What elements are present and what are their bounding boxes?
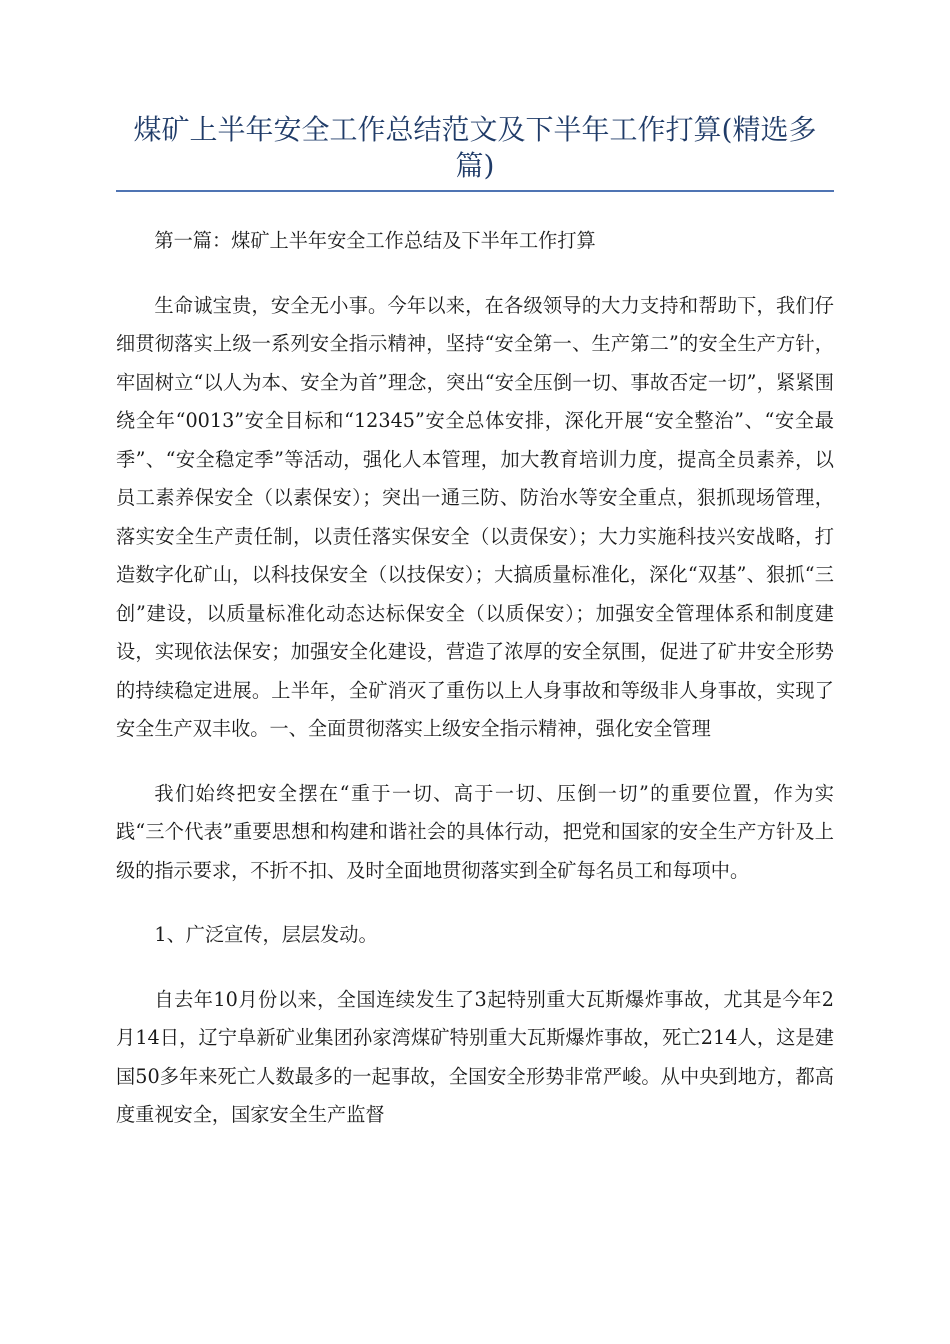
- paragraph-3: 我们始终把安全摆在“重于一切、高于一切、压倒一切”的重要位置，作为实践“三个代表”重要思想和构建和谐社会的具体行动，把党和国家的安全生产方针及上级的指示要求，不折不扣、及时全面地贯彻落实到全矿每名员工和每项中。: [116, 781, 834, 882]
- paragraph-5: 自去年10月份以来，全国连续发生了3起特别重大瓦斯爆炸事故，尤其是今年2月14日，辽宁阜新矿业集团孙家湾煤矿特别重大瓦斯爆炸事故，死亡214人，这是建国50多年来死亡人数最多的一起事故，全国安全形势非常严峻。从中央到地方，都高度重视安全，国家安全生产监督: [116, 987, 834, 1126]
- paragraph-4: 1、广泛宣传，层层发动。: [154, 923, 378, 946]
- document-title: 煤矿上半年安全工作总结范文及下半年工作打算(精选多篇): [116, 112, 834, 192]
- document-body: [116, 222, 834, 1135]
- document-page: [116, 112, 834, 1161]
- paragraph-1: 第一篇：煤矿上半年安全工作总结及下半年工作打算: [154, 229, 596, 252]
- paragraph-2: 生命诚宝贵，安全无小事。今年以来，在各级领导的大力支持和帮助下，我们仔细贯彻落实上级一系列安全指示精神，坚持“安全第一、生产第二”的安全生产方针，牢固树立“以人为本、安全为首”理念，突出“安全压倒一切、事故否定一切”，紧紧围绕全年“0013”安全目标和“12345”安全总体安排，深化开展“安全整治”、“安全最季”、“安全稳定季”等活动，强化人本管理，加大教育培训力度，提高全员素养，以员工素养保安全（以素保安）；突出一通三防、防治水等安全重点，狠抓现场管理，落实安全生产责任制，以责任落实保安全（以责保安）；大力实施科技兴安战略，打造数字化矿山，以科技保安全（以技保安）；大搞质量标准化，深化“双基”、狠抓“三创”建设，以质量标准化动态达标保安全（以质保安）；加强安全管理体系和制度建设，实现依法保安；加强安全化建设，营造了浓厚的安全氛围，促进了矿井安全形势的持续稳定进展。上半年，全矿消灭了重伤以上人身事故和等级非人身事故，实现了安全生产双丰收。一、全面贯彻落实上级安全指示精神，强化安全管理: [116, 293, 834, 740]
